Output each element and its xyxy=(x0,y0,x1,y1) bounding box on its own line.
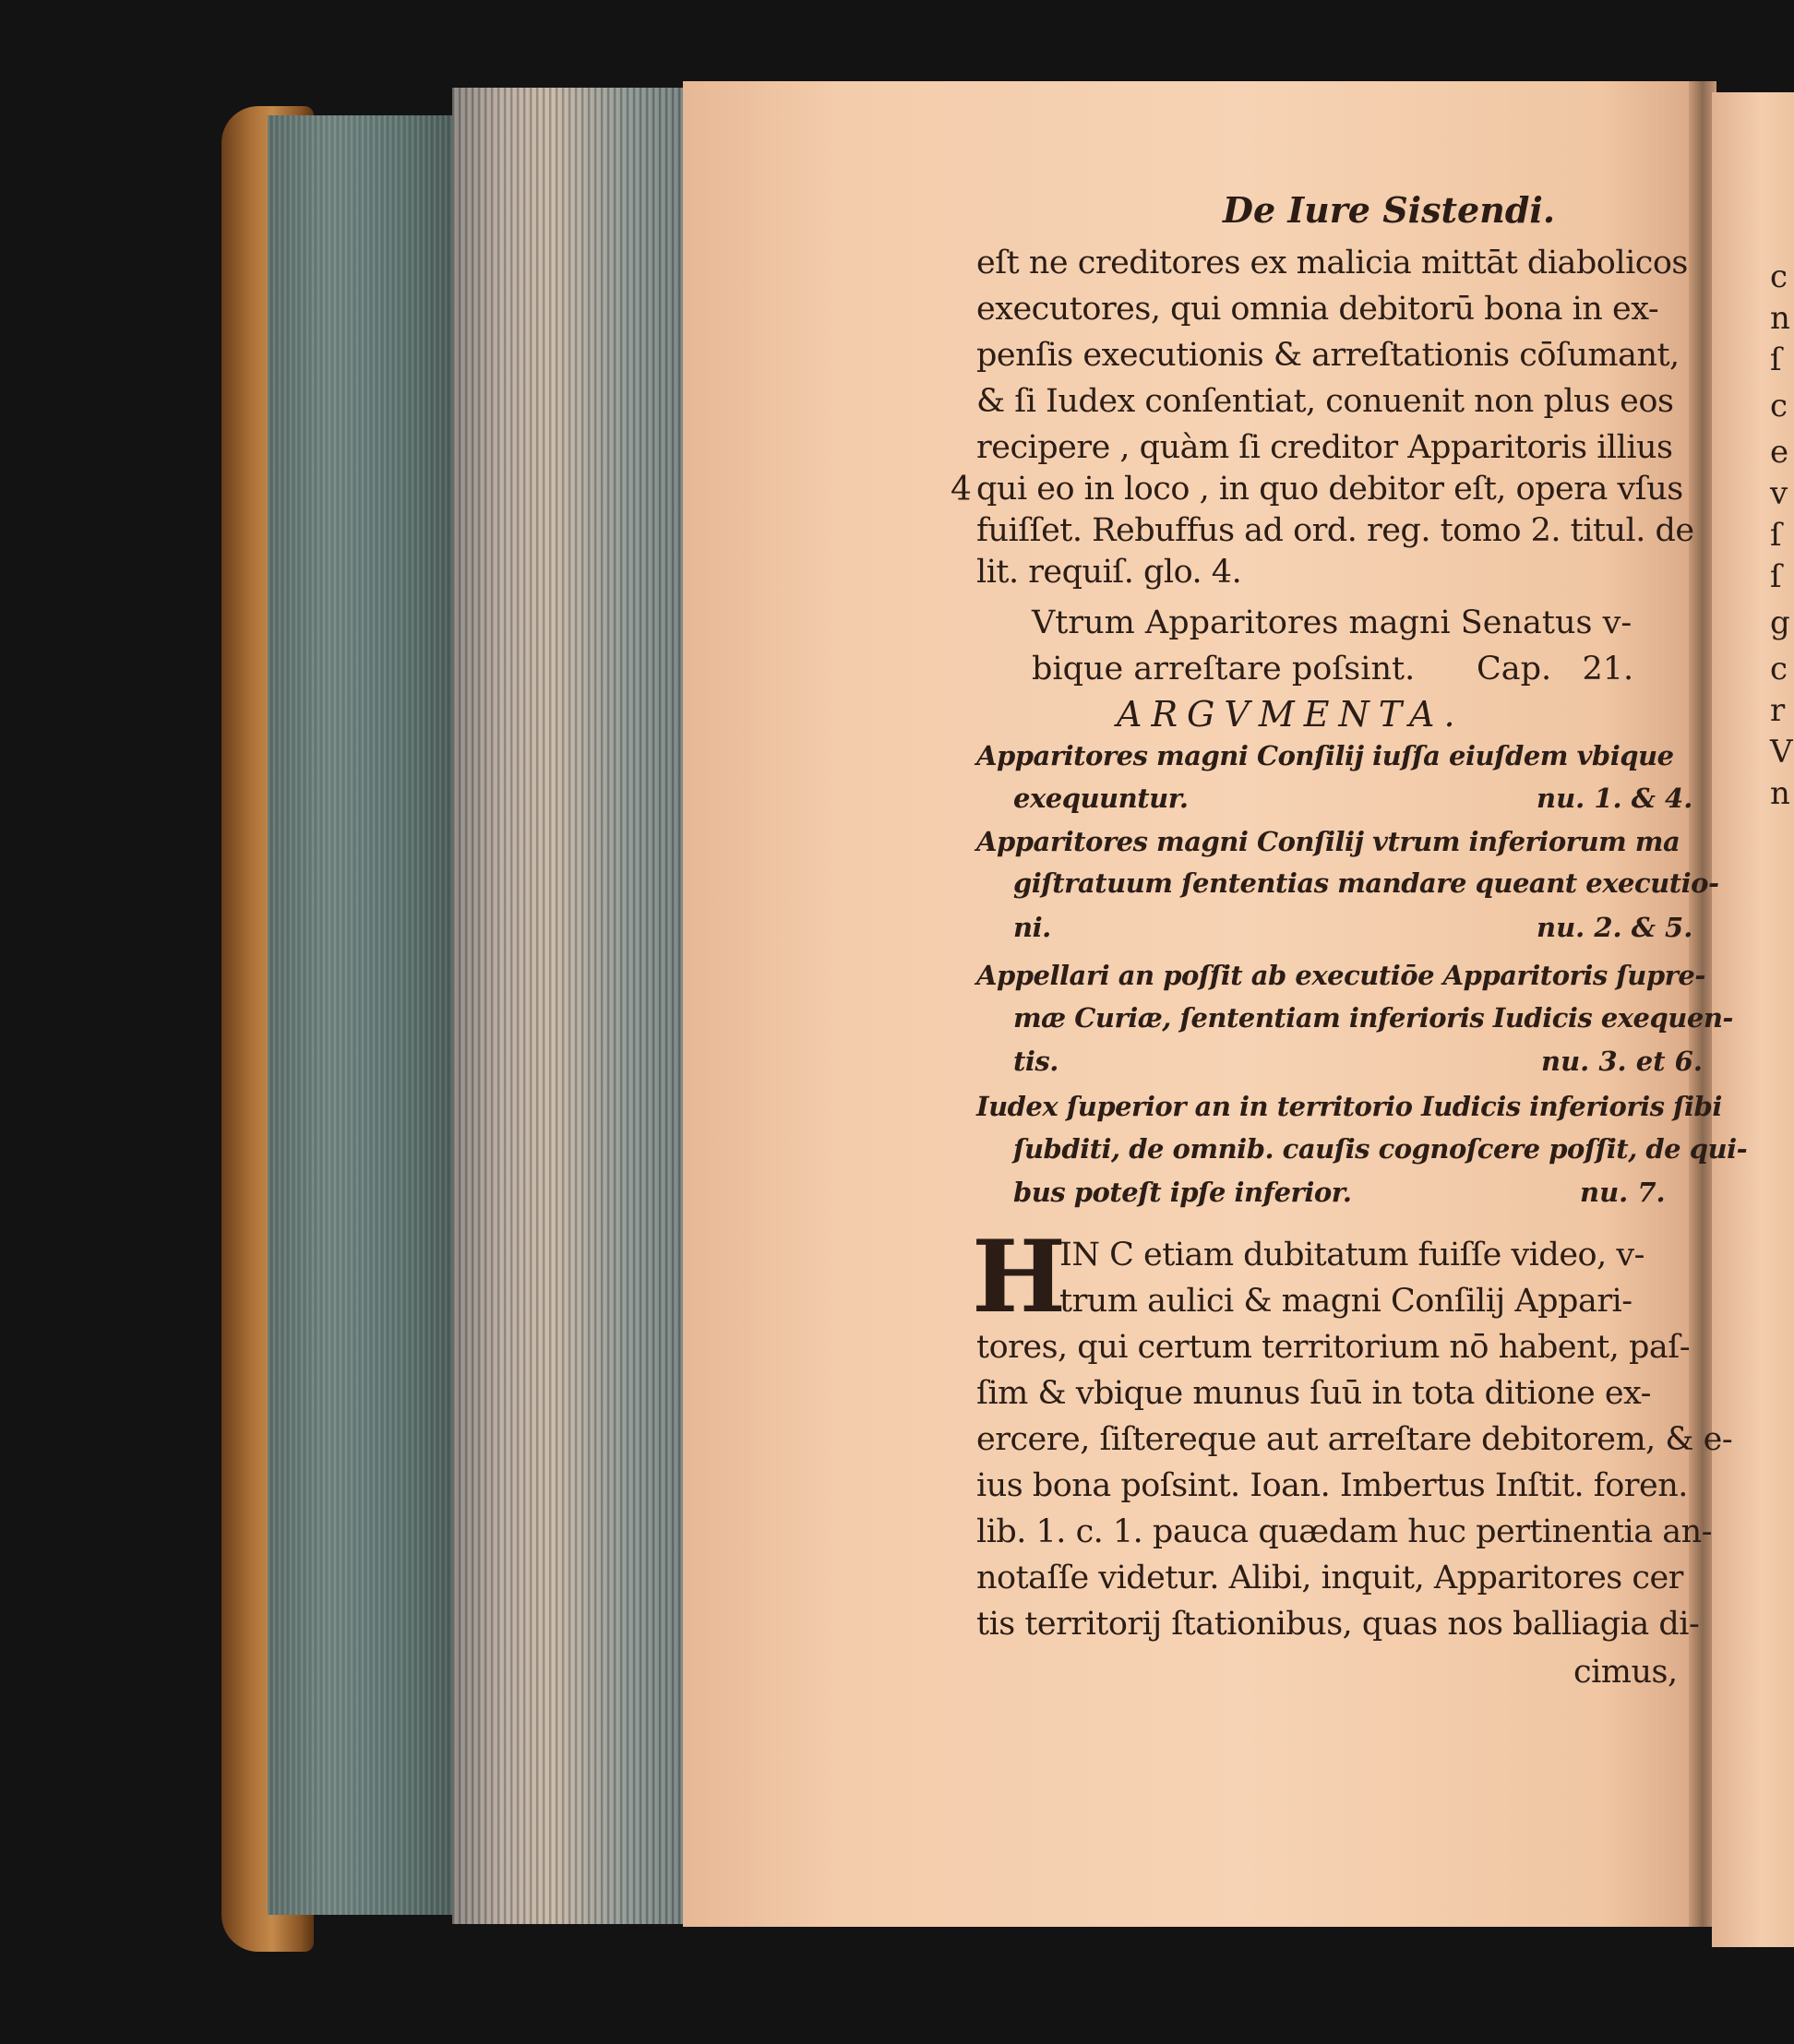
text-line: fuiſſet. Rebuffus ad ord. reg. tomo 2. titul. de xyxy=(976,512,1694,549)
facing-page-letter: v xyxy=(1770,475,1788,512)
chapter-title-line: Vtrum Apparitores magni Senatus v- xyxy=(1032,604,1633,641)
body-line: lib. 1. c. 1. pauca quædam huc pertinentia an- xyxy=(976,1513,1712,1550)
facing-page-letter: r xyxy=(1770,692,1786,729)
facing-page-letter: c xyxy=(1770,388,1788,424)
page-edges-left xyxy=(268,115,452,1915)
argument-number: nu. 1. & 4. xyxy=(1537,783,1693,814)
argument-number: nu. 2. & 5. xyxy=(1537,912,1693,943)
facing-page-letter: n xyxy=(1770,775,1790,812)
argument-line: ſubditi, de omnib. cauſis cognoſcere poſſit, de qui- xyxy=(1013,1133,1748,1165)
facing-page-letter: e xyxy=(1770,434,1789,471)
facing-page-letter: ſ xyxy=(1770,517,1782,554)
text-line: executores, qui omnia debitorū bona in ex- xyxy=(976,291,1659,328)
running-header: De Iure Sistendi. xyxy=(1223,189,1556,231)
text-line: recipere , quàm ſi creditor Apparitoris illius xyxy=(976,429,1673,466)
body-line: ſim & vbique munus ſuū in tota ditione ex- xyxy=(976,1375,1651,1412)
argument-line: Appellari an poſſit ab executiōe Apparitoris ſupre- xyxy=(976,960,1705,991)
body-line: tis territorij ſtationibus, quas nos balliagia di- xyxy=(976,1606,1700,1643)
body-line: ius bona poſsint. Ioan. Imbertus Inſtit. foren. xyxy=(976,1467,1688,1504)
argument-number: nu. 3. et 6. xyxy=(1541,1046,1703,1077)
argument-line: exequuntur. xyxy=(1013,783,1189,814)
drop-cap: H xyxy=(972,1219,1067,1335)
facing-page-letter: g xyxy=(1770,604,1790,641)
page-edges-right xyxy=(452,88,701,1924)
margin-number: 4 xyxy=(951,471,972,508)
body-line: notaſſe videtur. Alibi, inquit, Apparitores cer xyxy=(976,1560,1683,1596)
body-line: tores, qui certum territorium nō habent, paſ- xyxy=(976,1329,1691,1366)
facing-page-letter: ſ xyxy=(1770,341,1782,378)
argument-line: Iudex ſuperior an in territorio Iudicis inferioris ſibi xyxy=(976,1091,1722,1122)
text-line: penſis executionis & arreſtationis cōſumant, xyxy=(976,337,1680,374)
argument-line: ni. xyxy=(1013,912,1051,943)
argument-line: Apparitores magni Conſilij vtrum inferiorum ma xyxy=(976,826,1680,857)
body-line: ercere, ſiſtereque aut arreſtare debitorem, & e- xyxy=(976,1421,1733,1458)
facing-page-letter: ſ xyxy=(1770,558,1782,595)
argument-line: giſtratuum ſententias mandare queant executio- xyxy=(1013,867,1719,899)
text-line: lit. requiſ. glo. 4. xyxy=(976,554,1242,591)
argument-number: nu. 7. xyxy=(1580,1177,1666,1208)
argument-line: tis. xyxy=(1013,1046,1058,1077)
facing-page-letter: V xyxy=(1770,734,1793,771)
text-line: qui eo in loco , in quo debitor eſt, opera vſus xyxy=(976,471,1683,508)
facing-page-letter: c xyxy=(1770,258,1788,295)
argument-line: bus poteſt ipſe inferior. xyxy=(1013,1177,1352,1208)
argument-line: mæ Curiæ, ſententiam inferioris Iudicis exequen- xyxy=(1013,1002,1733,1034)
body-line: IN C etiam dubitatum fuiſſe video, v- xyxy=(1059,1237,1644,1273)
facing-page-letter: n xyxy=(1770,300,1790,337)
text-line: eſt ne creditores ex malicia mittāt diabolicos xyxy=(976,245,1688,281)
chapter-title-line: bique arreſtare poſsint. Cap. 21. xyxy=(1032,651,1634,687)
facing-page-letter: c xyxy=(1770,651,1788,687)
argument-line: Apparitores magni Conſilij iuſſa eiuſdem vbique xyxy=(976,740,1674,771)
body-line: trum aulici & magni Conſilij Appari- xyxy=(1059,1283,1633,1320)
argumenta-heading: ARGVMENTA. xyxy=(1117,694,1465,735)
text-line: & ſi Iudex conſentiat, conuenit non plus eos xyxy=(976,383,1674,420)
catchword: cimus, xyxy=(1573,1654,1678,1691)
